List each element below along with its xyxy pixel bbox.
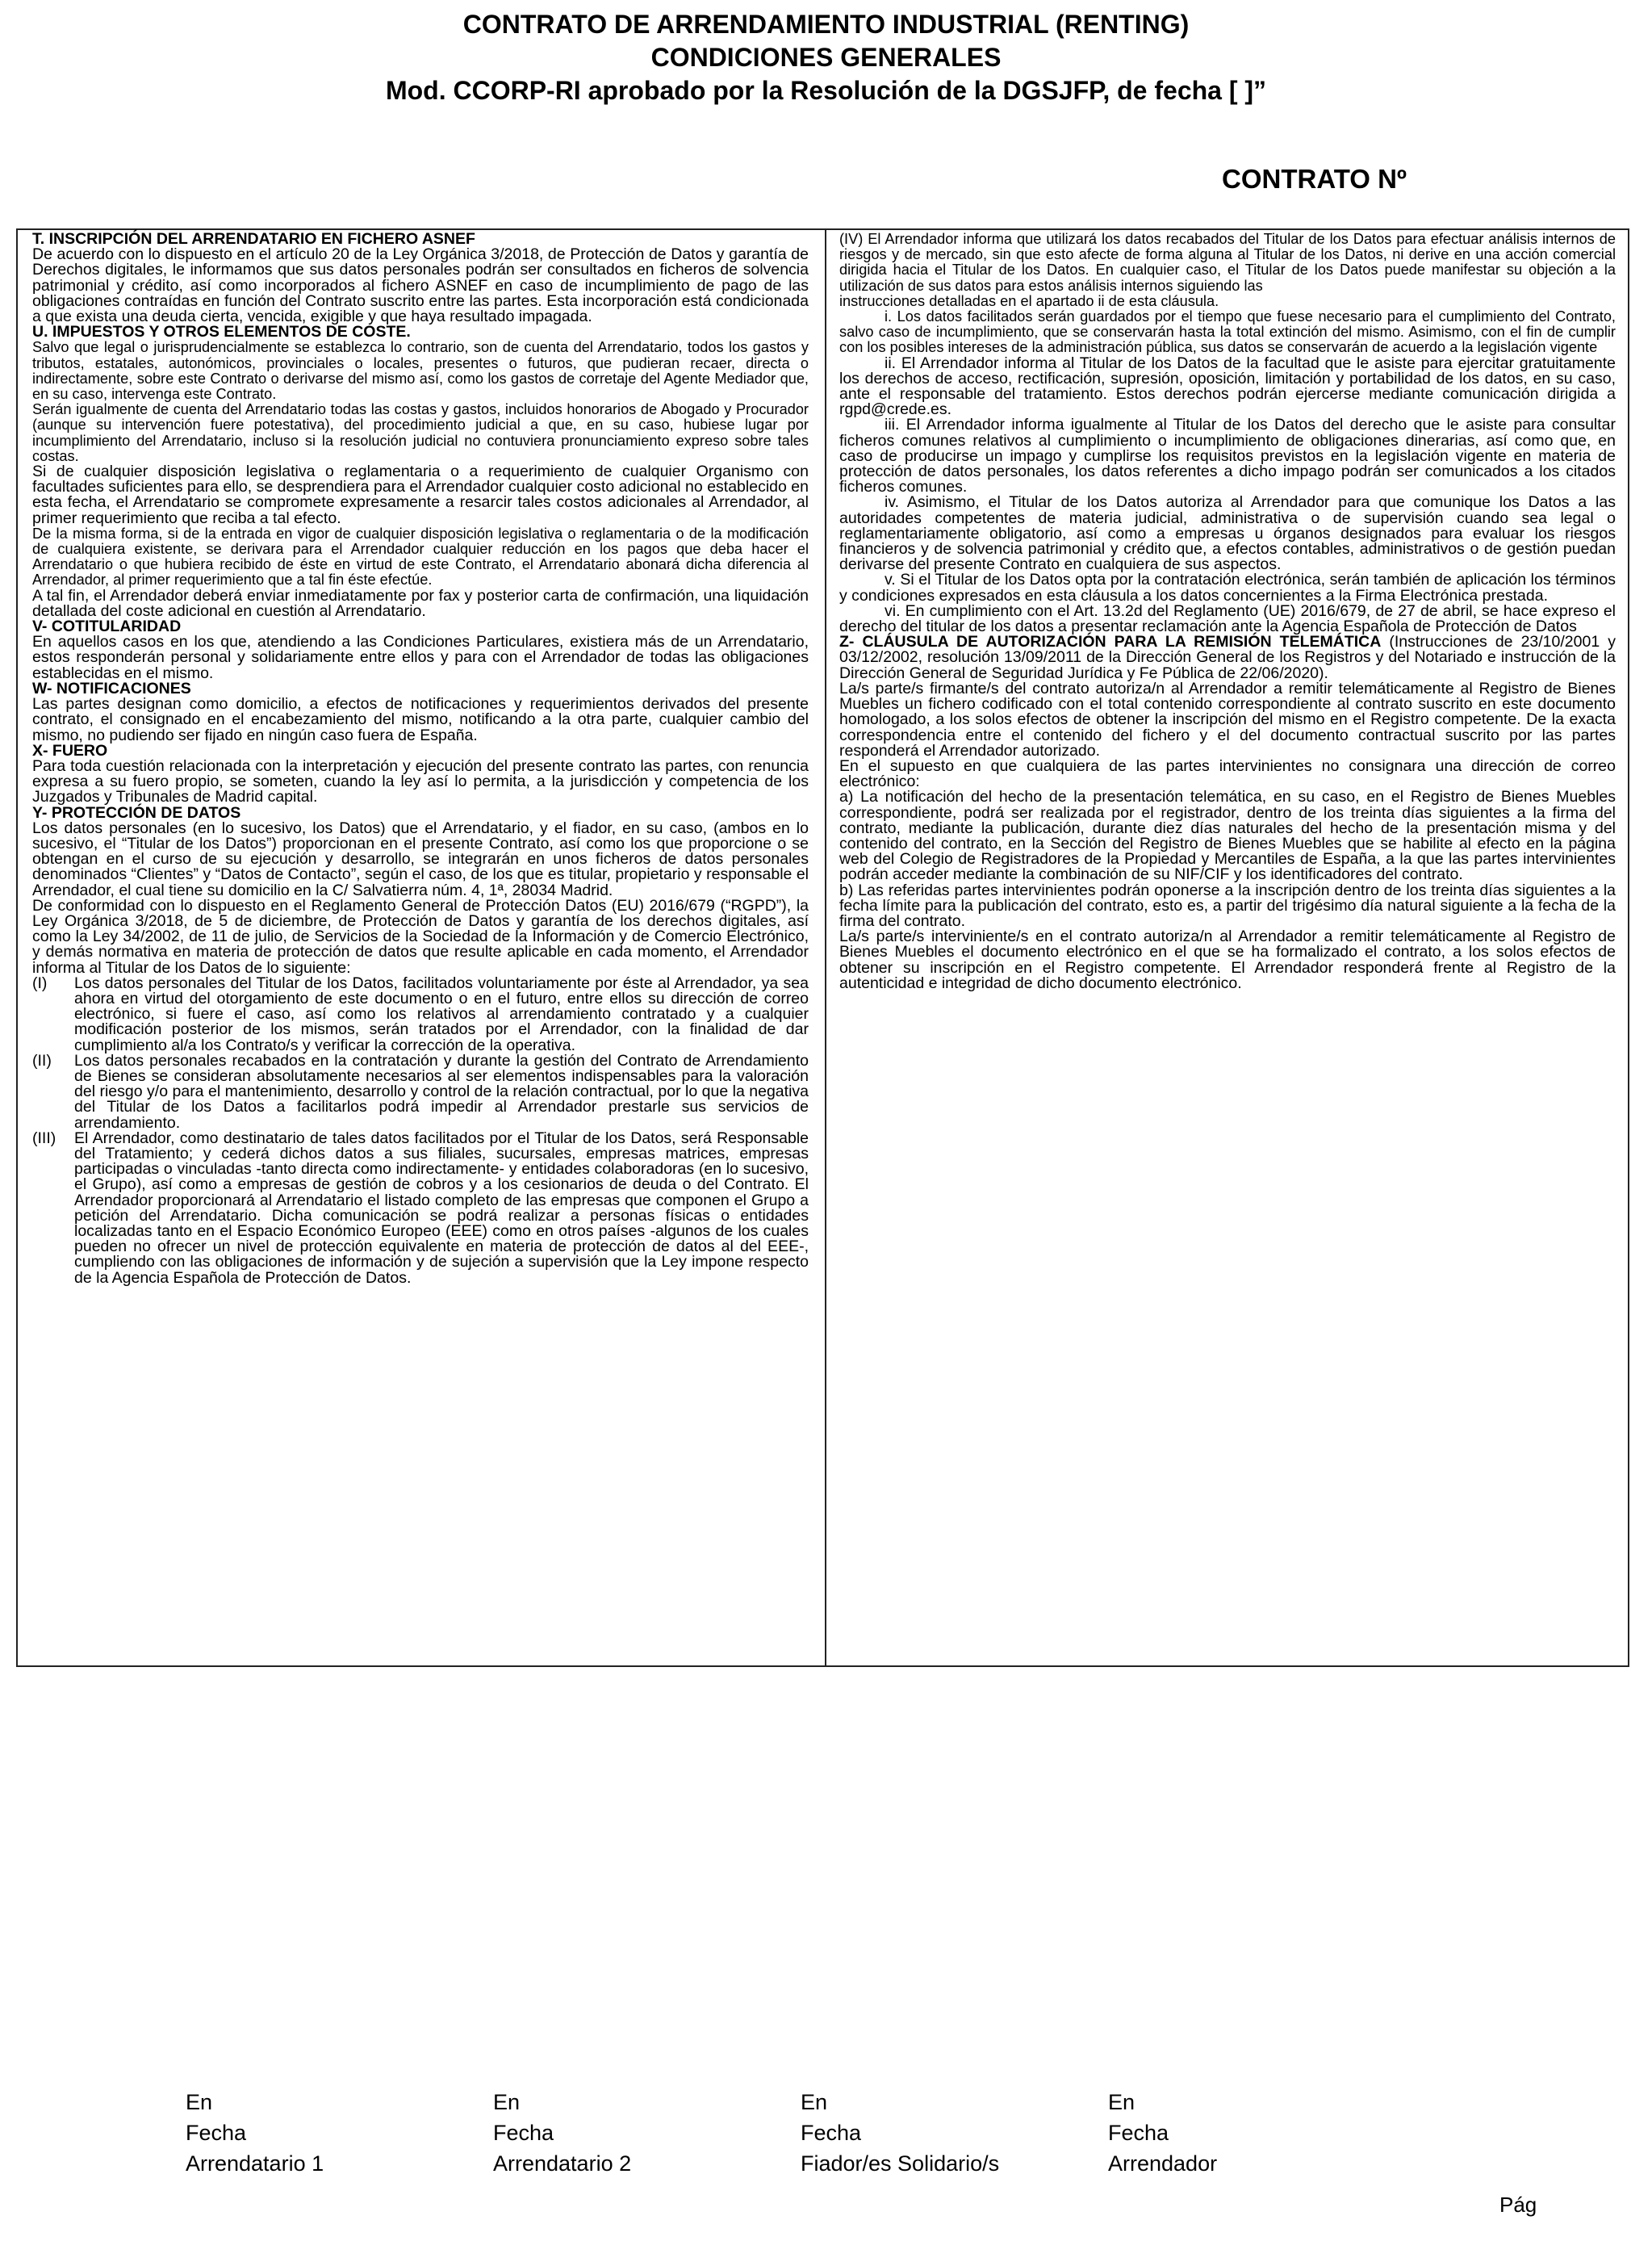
column-divider: [825, 228, 826, 1667]
signature-place-label: En: [801, 2090, 828, 2114]
clause-w-body: Las partes designan como domicilio, a efectos de notificaciones y requerimientos derivados del presente contrato, el consignado en el encabezamiento del mismo, notificando a la otra parte, cualquier cambio del mismo, no pudiendo ser fijado en ningún caso fuera de España.: [32, 695, 809, 744]
clause-u-paragraph: De la misma forma, si de la entrada en vigor de cualquier disposición legislativa o reglamentaria o de la modificación de cualquiera existente, se derivara para el Arrendador cualquier reducción en los pagos que deba hacer el Arrendatario o que hubiera recibido de éste en virtud de este Contrato, el Arrendatario abonará dicha diferencia al Arrendador, al primer requerimiento que a tal fin éste efectúe.: [32, 525, 809, 589]
signature-date-label: Fecha: [186, 2121, 247, 2145]
clause-y-list-item: [32, 1053, 809, 1131]
model-approval-line: Mod. CCORP-RI aprobado por la Resolución de la DGSJFP, de fecha [ ]”: [385, 76, 1267, 105]
clause-z-item-b: b) Las referidas partes intervinientes podrán oponerse a la inscripción dentro de los treinta días siguientes a la fecha límite para la publicación del contrato, esto es, a partir del trigésimo día natural siguiente a la fecha de la firma del contrato.: [839, 881, 1616, 930]
clause-y-paragraph: De conformidad con lo dispuesto en el Reglamento General de Protección Datos (EU) 2016/679 (“RGPD”), la Ley Orgánica 3/2018, de 5 de diciembre, de Protección de Datos y garantía de los derechos digitales, así como la Ley 34/2002, de 11 de julio, de Servicios de la Sociedad de la Información y de Comercio Electrónico, y demás normativa en materia de protección de datos que resulte aplicable en cada momento, el Arrendador informa al Titular de los Datos de lo siguiente:: [32, 896, 809, 977]
document-subtitle: CONDICIONES GENERALES: [650, 43, 1002, 72]
list-text: El Arrendador, como destinatario de tales datos facilitados por el Titular de los Datos, será Responsable del Tratamiento; y cederá dichos datos a sus filiales, sucursales, empresas matrices, empresas participadas o vinculadas -tanto directa como indirectamente- y entidades colaboradoras (en lo sucesivo, el Grupo), así como a empresas de gestión de cobros y a los cesionarios de deuda o del Contrato. El Arrendador proporcionará al Arrendatario el listado completo de las empresas que componen el Grupo a petición del Arrendatario. Dicha comunicación se podrá realizar a personas físicas o entidades localizadas tanto en el Espacio Económico Europeo (EEE) como en otros países -algunos de los cuales pueden no ofrecer un nivel de protección equivalente en materia de protección de datos al del EEE-, cumpliendo con las obligaciones de información y de sujeción a supervisión que la Ley impone respecto de la Agencia Española de Protección de Datos.: [74, 1129, 809, 1287]
clause-y-sub-ii: ii. El Arrendador informa al Titular de los Datos de la facultad que le asiste para ejercitar gratuitamente los derechos de acceso, rectificación, supresión, oposición, limitación y portabilidad de los datos, en su caso, ante el responsable del tratamiento. Estos derechos podrán ejercerse mediante comunicación dirigida a rgpd@crede.es.: [839, 354, 1616, 419]
signature-date-label: Fecha: [801, 2121, 862, 2145]
signature-block-arrendatario-1: [186, 2087, 324, 2179]
list-text: Los datos personales recabados en la contratación y durante la gestión del Contrato de Arrendamiento de Bienes se consideran absolutamente necesarios al ser elementos indispensables para la valoración del riesgo y/o para el mantenimiento, desarrollo y control de la relación contractual, por lo que la negativa del Titular de los Datos a facilitarlos podrá impedir al Arrendador prestarle sus servicios de arrendamiento.: [74, 1051, 809, 1132]
clause-y-list-item: [32, 1131, 809, 1286]
clause-z-paragraph: La/s parte/s interviniente/s en el contrato autoriza/n al Arrendador a remitir telemáticamente al Registro de Bienes Muebles el documento electrónico en el que se ha formalizado el contrato, a los solos efectos de obtener su inscripción en el Registro competente. El Arrendador responderá frente al Registro de la autenticidad e integridad de dicho documento electrónico.: [839, 928, 1616, 992]
clause-z-title-bold: Z- CLÁUSULA DE AUTORIZACIÓN PARA LA REMISIÓN TELEMÁTICA: [839, 633, 1382, 651]
document-header: [0, 8, 1652, 107]
clause-y-paragraph: Los datos personales (en lo sucesivo, los Datos) que el Arrendatario, y el fiador, en su caso, (ambos en lo sucesivo, el “Titular de los Datos”) proporcionan en el presente Contrato, así como los que proporcione o se obtengan en el curso de su ejecución y desarrollo, se integrarán en unos ficheros de datos personales denominados “Clientes” y “Datos de Contacto”, según el caso, de los que es titular, propietario y responsable el Arrendador, el cual tiene su domicilio en la C/ Salvatierra núm. 4, 1ª, 28034 Madrid.: [32, 819, 809, 899]
list-text: Los datos personales del Titular de los Datos, facilitados voluntariamente por éste al Arrendador, ya sea ahora en virtud del otorgamiento de este documento o en el futuro, entre ellos su dirección de correo electrónico, si fuere el caso, así como los relativos al arrendamiento contratado y a cualquier modificación posterior de los mismos, serán tratados por el Arrendador, con la finalidad de dar cumplimiento al/a los Contrato/s y verificar la corrección de la operativa.: [74, 974, 809, 1054]
document-title: CONTRATO DE ARRENDAMIENTO INDUSTRIAL (RENTING): [462, 10, 1190, 39]
clause-w-title: W- NOTIFICACIONES: [32, 679, 191, 697]
clause-u-paragraph: Salvo que legal o jurisprudencialmente se establezca lo contrario, son de cuenta del Arrendatario, todos los gastos y tributos, estatales, autonómicos, provinciales o locales, presentes o futuros, que pudieran recaer, directa o indirectamente, sobre este Contrato o derivarse del mismo así, como los gastos de corretaje del Agente Mediador que, en su caso, intervenga este Contrato.: [32, 339, 809, 403]
clause-u-paragraph: Serán igualmente de cuenta del Arrendatario todas las costas y gastos, incluidos honorarios de Abogado y Procurador (aunque su intervención fuere potestativa), del procedimiento judicial a que, en su caso, hubiese lugar por incumplimiento del Arrendatario, incluso si la resolución judicial no contuviera pronunciamiento expreso sobre tales costas.: [32, 401, 809, 464]
clause-y-list-item: [32, 976, 809, 1053]
contract-number-label: CONTRATO Nº: [1222, 164, 1407, 194]
signature-role-label: Arrendatario 1: [186, 2151, 324, 2176]
signature-place-label: En: [186, 2090, 213, 2114]
page-number-label: Pág: [1499, 2193, 1537, 2217]
signature-role-label: Arrendador: [1108, 2151, 1218, 2176]
clause-y-list-item-iv-cont: instrucciones detalladas en el apartado ii de esta cláusula.: [839, 292, 1219, 309]
signature-date-label: Fecha: [1108, 2121, 1169, 2145]
clause-v-title: V- COTITULARIDAD: [32, 618, 182, 636]
clause-x-body: Para toda cuestión relacionada con la interpretación y ejecución del presente contrato las partes, con renuncia expresa a su fuero propio, se someten, cuando la ley así lo permita, a la jurisdicción y competencia de los Juzgados y Tribunales de Madrid capital.: [32, 756, 809, 806]
clause-y-sub-iii: iii. El Arrendador informa igualmente al Titular de los Datos del derecho que le asiste para consultar ficheros comunes relativos al cumplimiento o incumplimiento de obligaciones dinerarias, así como que, en caso de producirse un impago y cumplirse los requisitos previstos en la legislación vigente en materia de protección de datos personales, los datos referentes a dicho impago podrán ser comunicados a los citados ficheros comunes.: [839, 416, 1616, 496]
clause-z-item-a: a) La notificación del hecho de la presentación telemática, en su caso, en el Registro de Bienes Muebles correspondiente, podrá ser realizada por el registrador, dentro de los treinta días siguientes a la firma del contrato, mediante la publicación, durante diez días naturales del hecho de la presentación misma y del contenido del contrato, en la Sección del Registro de Bienes Muebles que se habilite al efecto en la página web del Colegio de Registradores de la Propiedad y Mercantiles de España, a la que las partes intervinientes podrán acceder mediante la combinación de su NIF/CIF y los identificadores del contrato.: [839, 788, 1616, 884]
clause-u-paragraph: A tal fin, el Arrendador deberá enviar inmediatamente por fax y posterior carta de confirmación, una liquidación detallada del coste adicional en cuestión al Arrendatario.: [32, 586, 809, 620]
list-number: (II): [32, 1051, 52, 1070]
list-number: (I): [32, 974, 48, 992]
clause-z-title-rest: (Instrucciones de 23/10/2001 y 03/12/2002, resolución 13/09/2011 de la Dirección General de los Registros y del Notariado e instrucción de la Dirección General de Seguridad Jurídica y Fe Pública de 22/06/2020).: [839, 633, 1616, 682]
clause-y-list-item-iv: (IV) El Arrendador informa que utilizará los datos recabados del Titular de los Datos para efectuar análisis internos de riesgos y de mercado, sin que esto afecte de forma alguna al Titular de los Datos, ni derive en una acción comercial dirigida hacia el Titular de los Datos. En cualquier caso, el Titular de los Datos puede manifestar su objeción a la utilización de sus datos para estos análisis internos siguiendo las: [839, 231, 1616, 294]
clause-u-paragraph: Si de cualquier disposición legislativa o reglamentaria o a requerimiento de cualquier Organismo con facultades suficientes para ello, se desprendiera para el Arrendador cualquier costo adicional no establecido en esta fecha, el Arrendatario se compromete expresamente a resarcir tales costos adicionales al Arrendador, al primer requerimiento que reciba a tal efecto.: [32, 463, 809, 527]
clause-y-sub-iv: iv. Asimismo, el Titular de los Datos autoriza al Arrendador para que comunique los Datos a las autoridades competentes de materia judicial, administrativa o de supervisión cuando sea legal o reglamentariamente obligatorio, así como a empresas u órganos designados para evaluar los riesgos financieros y de solvencia patrimonial y crédito que, a efectos contables, administrativos o de gestión puedan derivarse del presente Contrato en cualquiera de sus aspectos.: [839, 493, 1616, 574]
clause-y-sub-vi: vi. En cumplimiento con el Art. 13.2d del Reglamento (UE) 2016/679, de 27 de abril, se hace expreso el derecho del titular de los datos a presentar reclamación ante la Agencia Española de Protección de Datos: [839, 601, 1616, 636]
clause-y-title: Y- PROTECCIÓN DE DATOS: [32, 803, 241, 822]
clause-u-title: U. IMPUESTOS Y OTROS ELEMENTOS DE COSTE.: [32, 323, 411, 341]
clause-t-body: De acuerdo con lo dispuesto en el artículo 20 de la Ley Orgánica 3/2018, de Protección de Datos y garantía de Derechos digitales, le informamos que sus datos personales podrán ser consultados en ficheros de solvencia patrimonial y crédito, así como incorporados al fichero ASNEF en caso de incumplimiento de pago de las obligaciones contraídas en función del Contrato suscrito entre las partes. Esta incorporación está condicionada a que exista una deuda cierta, vencida, exigible y que haya resultado impagada.: [32, 245, 809, 326]
signature-block-arrendador: [1108, 2087, 1217, 2179]
clause-y-sub-i: i. Los datos facilitados serán guardados por el tiempo que fuese necesario para el cumplimiento del Contrato, salvo caso de incumplimiento, que se conservarán hasta la total extinción del mismo. Asimismo, con el fin de cumplir con los posibles intereses de la administración pública, sus datos se conservarán de acuerdo a la legislación vigente: [839, 308, 1616, 356]
left-column: [32, 232, 809, 1286]
clause-y-sub-v: v. Si el Titular de los Datos opta por la contratación electrónica, serán también de aplicación los términos y condiciones expresados en esta cláusula a los datos concernientes a la Firma Electrónica prestada.: [839, 571, 1616, 605]
signature-place-label: En: [493, 2090, 521, 2114]
clause-t-title: T. INSCRIPCIÓN DEL ARRENDATARIO EN FICHERO ASNEF: [32, 230, 475, 248]
signature-date-label: Fecha: [493, 2121, 554, 2145]
right-column: [839, 232, 1616, 991]
list-number: (III): [32, 1129, 56, 1147]
signature-block-arrendatario-2: [493, 2087, 631, 2179]
clause-z-paragraph: En el supuesto en que cualquiera de las partes intervinientes no consignara una dirección de correo electrónico:: [839, 756, 1616, 791]
clause-z-paragraph: La/s parte/s firmante/s del contrato autoriza/n al Arrendador a remitir telemáticamente al Registro de Bienes Muebles un fichero codificado con el total contenido correspondiente al contrato suscrito en este documento homologado, a los solos efectos de obtener la inscripción del mismo en el Registro competente. De la exacta correspondencia entre el contenido del fichero y el del documento contractual suscrito por las partes responderá el Arrendador autorizado.: [839, 679, 1616, 760]
signature-role-label: Arrendatario 2: [493, 2151, 632, 2176]
signature-place-label: En: [1108, 2090, 1135, 2114]
clause-v-body: En aquellos casos en los que, atendiendo a las Condiciones Particulares, existiera más de un Arrendatario, estos responderán personal y solidariamente entre ellos y para con el Arrendador de todas las obligaciones establecidas en el mismo.: [32, 633, 809, 682]
clause-x-title: X- FUERO: [32, 741, 108, 760]
signature-block-fiador: [801, 2087, 999, 2179]
signature-role-label: Fiador/es Solidario/s: [801, 2151, 1000, 2176]
clause-z-title: [839, 635, 1616, 681]
